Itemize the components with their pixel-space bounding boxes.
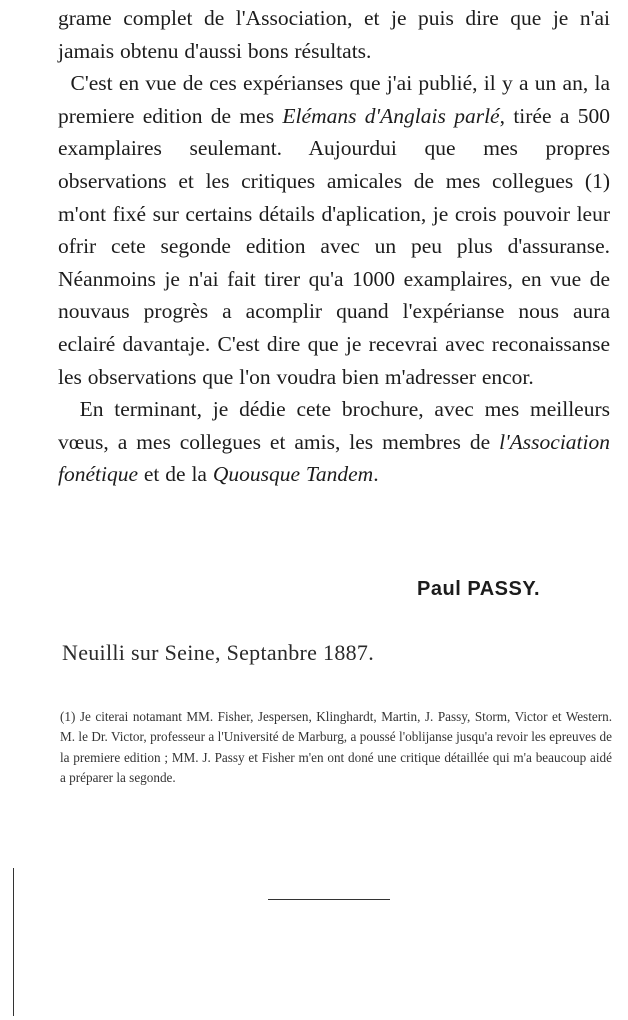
society-name-italic: Quousque Tandem (212, 462, 374, 487)
association-name-italic: l'Association fonétique (58, 429, 610, 487)
paragraph-3-text-a: En terminant, je dédie cete brochure, avec mes meilleurs vœus, a mes collegues et amis, les membres de (58, 397, 610, 454)
paragraph-2 (58, 67, 610, 393)
footnote (60, 707, 612, 788)
paragraph-2-text-b: , tirée a 500 examplaires seulemant. Aujourdui que mes propres observations et les critiques amicales de mes collegues (1) m'ont fixé sur certains détails d'aplication, je crois pouvoir leur ofrir cete segonde edition avec un peu plus d'assuranse. Néanmoins je n'ai fait tirer qu'a 1000 examplaires, en vue de nouvaus progrès a acomplir quand l'expérianse nous aura eclairé davantaje. C'est dire que je recevrai avec reconaissanse les observations que l'on voudra bien m'adresser encor. (58, 103, 610, 389)
page-edge-line (13, 868, 14, 1016)
place-and-date: Neuilli sur Seine, Septanbre 1887. (62, 640, 375, 665)
paragraph-1 (58, 2, 610, 67)
footnote-text: (1) Je citerai notamant MM. Fisher, Jespersen, Klinghardt, Martin, J. Passy, Storm, Victor et Western. M. le Dr. Victor, professeur a l'Université de Marburg, a poussé l'oblijanse jusqu'a revoir les epreuves de la premiere edition ; MM. J. Passy et Fisher m'en ont doné une critique détaillée qui m'a beaucoup aidé a préparer la segonde. (60, 709, 612, 785)
paragraph-3-text-c: . (373, 462, 379, 487)
book-title-italic: Elémans d'Anglais parlé (282, 103, 500, 128)
horizontal-rule (268, 899, 390, 900)
body-text (58, 2, 610, 491)
paragraph-3-text-b: et de la (138, 462, 213, 487)
author-signature: Paul PASSY. (417, 578, 540, 600)
paragraph-1-text: grame complet de l'Association, et je puis dire que je n'ai jamais obtenu d'aussi bons résultats. (58, 6, 610, 63)
paragraph-3 (58, 393, 610, 491)
paragraph-2-text-a: C'est en vue de ces expérianses que j'ai publié, il y a un an, la premiere edition de mes (58, 71, 610, 128)
